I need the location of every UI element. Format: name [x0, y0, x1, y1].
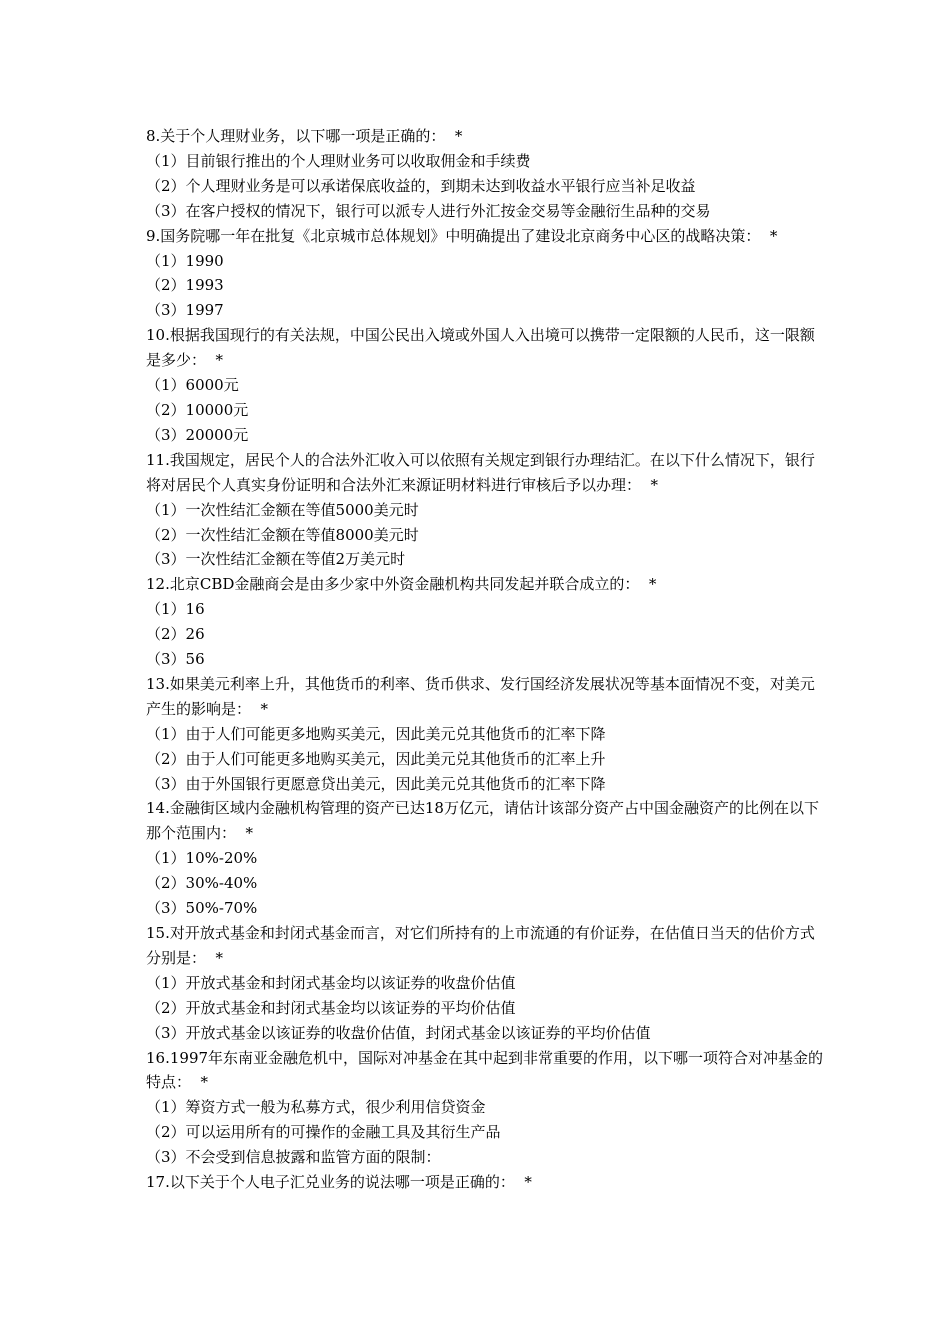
question-8-option-3: （3）在客户授权的情况下，银行可以派专人进行外汇按金交易等金融衍生品种的交易 [146, 201, 711, 220]
question-14-option-1: （1）10%-20% [146, 849, 258, 868]
question-13-option-3: （3）由于外国银行更愿意贷出美元，因此美元兑其他货币的汇率下降 [146, 774, 606, 793]
question-11: 11.我国规定，居民个人的合法外汇收入可以依照有关规定到银行办理结汇。在以下什么情况下，银行将对居民个人真实身份证明和合法外汇来源证明材料进行审核后予以办理： * [146, 450, 815, 494]
question-15: 15.对开放式基金和封闭式基金而言，对它们所持有的上市流通的有价证券，在估值日当天的估价方式分别是： * [146, 924, 815, 967]
question-11-option-3: （3）一次性结汇金额在等值2万美元时 [146, 550, 406, 569]
question-12: 12.北京CBD金融商会是由多少家中外资金融机构共同发起并联合成立的： * [146, 575, 657, 594]
question-13-option-2: （2）由于人们可能更多地购买美元，因此美元兑其他货币的汇率上升 [146, 749, 606, 768]
question-16: 16.1997年东南亚金融危机中，国际对冲基金在其中起到非常重要的作用，以下哪一项符合对冲基金的特点： * [146, 1048, 824, 1092]
question-12-option-2: （2）26 [146, 625, 205, 644]
question-11-option-1: （1）一次性结汇金额在等值5000美元时 [146, 500, 419, 519]
question-10-option-3: （3）20000元 [146, 425, 249, 444]
question-10: 10.根据我国现行的有关法规，中国公民出入境或外国人入出境可以携带一定限额的人民币，这一限额是多少： * [146, 326, 815, 370]
question-8: 8.关于个人理财业务，以下哪一项是正确的： * [146, 127, 463, 145]
question-16-option-3: （3）不会受到信息披露和监管方面的限制： [146, 1148, 441, 1167]
question-9-option-1: （1）1990 [146, 251, 224, 270]
question-16-option-1: （1）筹资方式一般为私募方式，很少利用信贷资金 [146, 1098, 486, 1117]
question-15-option-2: （2）开放式基金和封闭式基金均以该证券的平均价估值 [146, 998, 516, 1017]
question-15-option-3: （3）开放式基金以该证券的收盘价估值，封闭式基金以该证券的平均价估值 [146, 1023, 651, 1042]
question-13-option-1: （1）由于人们可能更多地购买美元，因此美元兑其他货币的汇率下降 [146, 724, 606, 743]
question-9-option-2: （2）1993 [146, 276, 224, 295]
question-12-option-3: （3）56 [146, 650, 205, 669]
question-10-option-1: （1）6000元 [146, 376, 239, 395]
document-page [146, 124, 826, 1195]
question-10-option-2: （2）10000元 [146, 400, 249, 419]
question-17: 17.以下关于个人电子汇兑业务的说法哪一项是正确的： * [146, 1173, 532, 1192]
question-9-option-3: （3）1997 [146, 301, 224, 320]
question-16-option-2: （2）可以运用所有的可操作的金融工具及其衍生产品 [146, 1123, 501, 1142]
question-14-option-2: （2）30%-40% [146, 874, 258, 893]
question-8-option-2: （2）个人理财业务是可以承诺保底收益的，到期未达到收益水平银行应当补足收益 [146, 176, 696, 195]
question-11-option-2: （2）一次性结汇金额在等值8000美元时 [146, 525, 419, 544]
question-9: 9.国务院哪一年在批复《北京城市总体规划》中明确提出了建设北京商务中心区的战略决策： * [146, 226, 778, 245]
question-14-option-3: （3）50%-70% [146, 899, 258, 918]
question-13: 13.如果美元利率上升，其他货币的利率、货币供求、发行国经济发展状况等基本面情况不变，对美元产生的影响是： * [146, 674, 815, 718]
question-12-option-1: （1）16 [146, 600, 205, 619]
question-15-option-1: （1）开放式基金和封闭式基金均以该证券的收盘价估值 [146, 973, 516, 992]
question-14: 14.金融街区域内金融机构管理的资产已达18万亿元，请估计该部分资产占中国金融资产的比例在以下那个范围内： * [146, 799, 819, 843]
question-8-option-1: （1）目前银行推出的个人理财业务可以收取佣金和手续费 [146, 151, 531, 170]
